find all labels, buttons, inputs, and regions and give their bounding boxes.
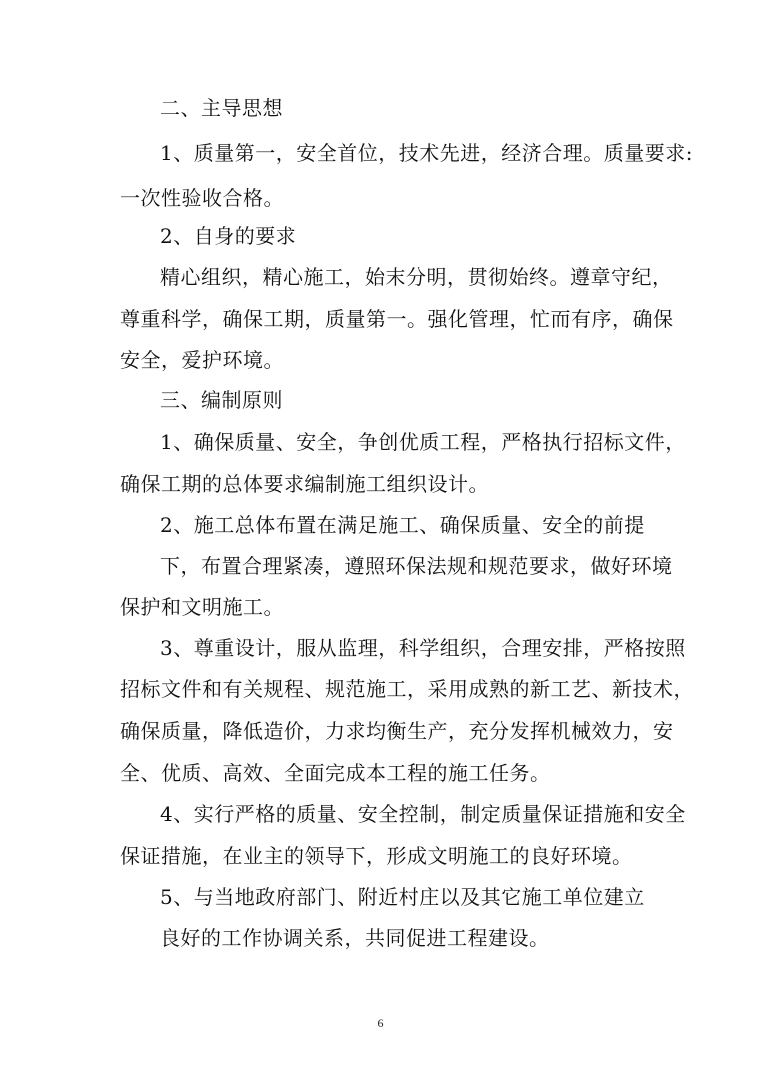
- heading-guiding-thought: 二、主导思想: [160, 96, 283, 120]
- paragraph-line: 精心组织，精心施工，始末分明，贯彻始终。遵章守纪，: [160, 265, 673, 289]
- paragraph-line: 保护和文明施工。: [120, 595, 284, 619]
- paragraph-line: 良好的工作协调关系，共同促进工程建设。: [160, 926, 550, 950]
- paragraph-line: 确保质量，降低造价，力求均衡生产，充分发挥机械效力，安: [120, 719, 674, 743]
- paragraph-line: 保证措施，在业主的领导下，形成文明施工的良好环境。: [120, 844, 633, 868]
- paragraph-line: 招标文件和有关规程、规范施工，采用成熟的新工艺、新技术，: [120, 677, 694, 701]
- paragraph-line: 一次性验收合格。: [120, 186, 284, 210]
- page-number: 6: [377, 1016, 384, 1030]
- paragraph-line: 确保工期的总体要求编制施工组织设计。: [120, 472, 489, 496]
- paragraph-line: 1、确保质量、安全，争创优质工程，严格执行招标文件，: [160, 430, 686, 454]
- paragraph-line: 5、与当地政府部门、附近村庄以及其它施工单位建立: [160, 885, 645, 909]
- paragraph-line: 1、质量第一，安全首位，技术先进，经济合理。质量要求:: [160, 141, 693, 165]
- paragraph-line: 尊重科学，确保工期，质量第一。强化管理，忙而有序，确保: [120, 307, 674, 331]
- paragraph-line: 安全，爱护环境。: [120, 348, 284, 372]
- heading-compilation-principles: 三、编制原则: [160, 388, 283, 412]
- paragraph-line: 3、尊重设计，服从监理，科学组织，合理安排，严格按照: [160, 636, 686, 660]
- paragraph-line: 2、施工总体布置在满足施工、确保质量、安全的前提: [160, 513, 645, 537]
- paragraph-line: 下，布置合理紧凑，遵照环保法规和规范要求，做好环境: [160, 554, 673, 578]
- subheading-self-requirements: 2、自身的要求: [160, 224, 297, 248]
- paragraph-line: 4、实行严格的质量、安全控制，制定质量保证措施和安全: [160, 802, 686, 826]
- paragraph-line: 全、优质、高效、全面完成本工程的施工任务。: [120, 761, 551, 785]
